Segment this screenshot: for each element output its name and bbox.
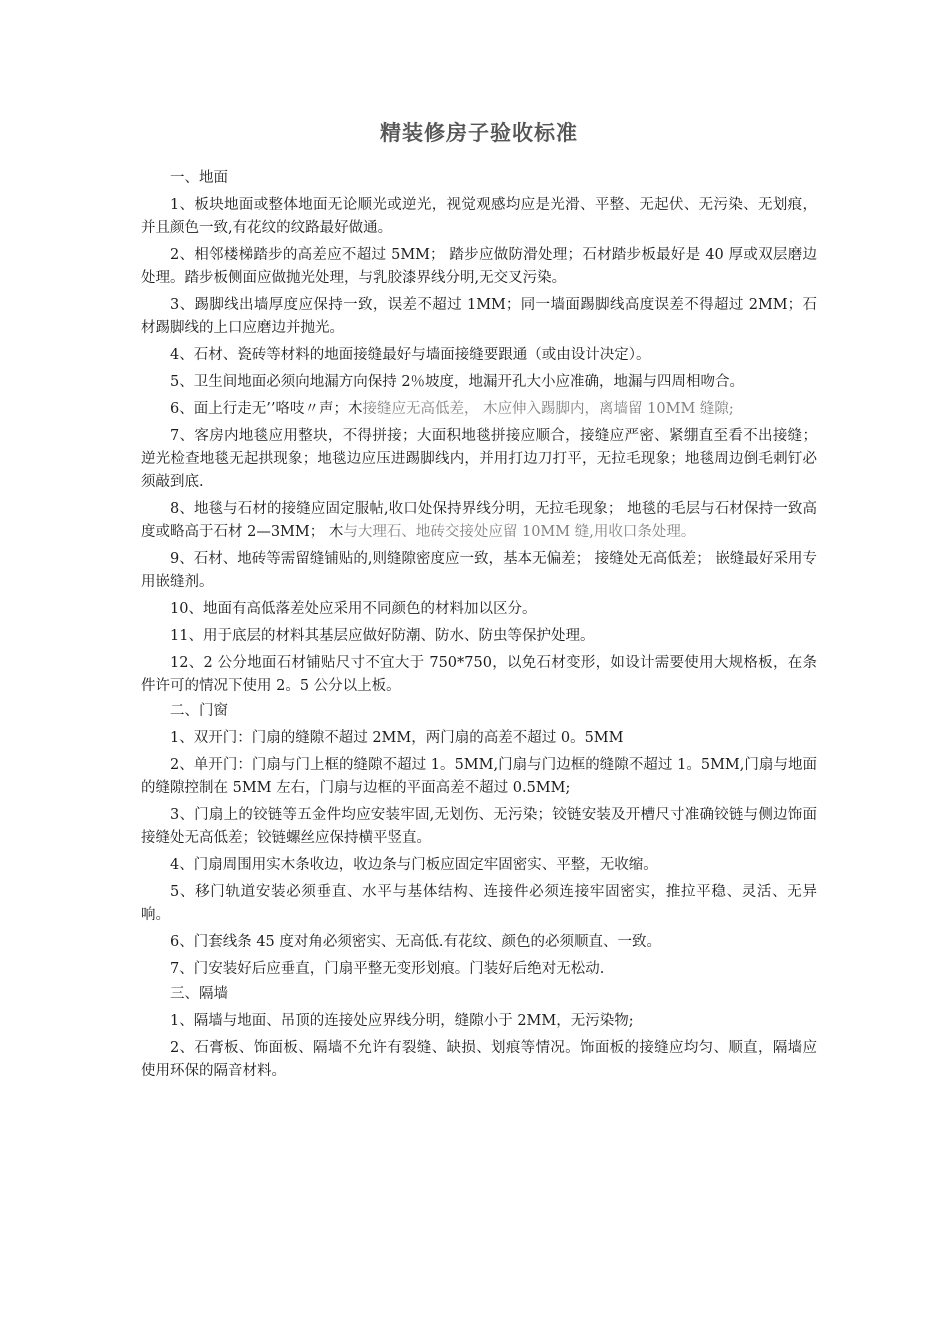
item-text: 2、单开门：门扇与门上框的缝隙不超过 1。5MM,门扇与门边框的缝隙不超过 1。5MM,门扇与地面的缝隙控制在 5MM 左右，门扇与边框的平面高差不超过 0.5MM;: [141, 757, 817, 796]
list-item: [141, 1037, 817, 1083]
list-item: [141, 804, 817, 850]
section-heading: 一、地面: [170, 170, 228, 186]
document-content: [141, 169, 817, 1083]
item-text: 7、门安装好后应垂直，门扇平整无变形划痕。门装好后绝对无松动.: [170, 961, 605, 977]
list-item: [141, 931, 817, 954]
item-text-gray: 接缝应无高低差， 木应伸入踢脚内，离墙留 10MM 缝隙;: [362, 401, 734, 417]
document-title: 精装修房子验收标准: [380, 120, 578, 145]
item-text-gray: 与大理石、地砖交接处应留 10MM 缝,用收口条处理。: [343, 524, 696, 540]
item-text: 6、门套线条 45 度对角必须密实、无高低.有花纹、颜色的必须顺直、一致。: [170, 934, 662, 950]
list-item: [141, 598, 817, 621]
list-item: [141, 727, 817, 750]
item-text: 12、2 公分地面石材铺贴尺寸不宜大于 750*750，以免石材变形，如设计需要使用大规格板，在条件许可的情况下使用 2。5 公分以上板。: [141, 655, 817, 694]
item-text: 2、石膏板、饰面板、隔墙不允许有裂缝、缺损、划痕等情况。饰面板的接缝应均匀、顺直，隔墙应使用环保的隔音材料。: [141, 1040, 817, 1079]
item-text: 2、相邻楼梯踏步的高差应不超过 5MM； 踏步应做防滑处理；石材踏步板最好是 40 厚或双层磨边处理。踏步板侧面应做抛光处理，与乳胶漆界线分明,无交叉污染。: [141, 247, 817, 286]
item-text: 10、地面有高低落差处应采用不同颜色的材料加以区分。: [170, 601, 537, 617]
list-item: [141, 344, 817, 367]
list-item: [141, 958, 817, 981]
section-heading: 三、隔墙: [170, 986, 228, 1002]
list-item: [141, 1010, 817, 1033]
list-item: [141, 652, 817, 698]
list-item: [141, 425, 817, 494]
item-text: 5、移门轨道安装必须垂直、水平与基体结构、连接件必须连接牢固密实，推拉平稳、灵活、无异响。: [141, 884, 817, 923]
list-item: [141, 754, 817, 800]
list-item: [141, 294, 817, 340]
item-text: 3、门扇上的铰链等五金件均应安装牢固,无划伤、无污染；铰链安装及开槽尺寸准确铰链与侧边饰面接缝处无高低差；铰链螺丝应保持横平竖直。: [141, 807, 817, 846]
item-text: 4、石材、瓷砖等材料的地面接缝最好与墙面接缝要跟通（或由设计决定）。: [170, 347, 651, 363]
list-item: [141, 244, 817, 290]
list-item: [141, 625, 817, 648]
list-item: [141, 371, 817, 394]
section-heading: 二、门窗: [170, 703, 228, 719]
item-text: 9、石材、地砖等需留缝铺贴的,则缝隙密度应一致，基本无偏差； 接缝处无高低差； 嵌缝最好采用专用嵌缝剂。: [141, 551, 817, 590]
item-text: 3、踢脚线出墙厚度应保持一致，误差不超过 1MM；同一墙面踢脚线高度误差不得超过 2MM；石材踢脚线的上口应磨边并抛光。: [141, 297, 817, 336]
list-item: [141, 398, 817, 421]
item-text: 1、双开门：门扇的缝隙不超过 2MM，两门扇的高差不超过 0。5MM: [170, 730, 624, 746]
item-text: 8、地毯与石材的接缝应固定服帖,收口处保持界线分明，无拉毛现象； 地毯的毛层与石材保持一致高度或略高于石材 2—3MM； 木: [141, 501, 817, 540]
list-item: [141, 548, 817, 594]
item-text: 7、客房内地毯应用整块，不得拼接；大面积地毯拼接应顺合，接缝应严密、紧绷直至看不出接缝；逆光检查地毯无起拱现象；地毯边应压进踢脚线内，并用打边刀打平，无拉毛现象；地毯周边倒毛刺钉必须敲到底.: [141, 428, 817, 490]
document-page: [141, 118, 817, 1087]
list-item: [141, 194, 817, 240]
item-text: 6、面上行走无’’咯吱〃声；木: [170, 401, 363, 417]
item-text: 11、用于底层的材料其基层应做好防潮、防水、防虫等保护处理。: [170, 628, 595, 644]
list-item: [141, 881, 817, 927]
item-text: 1、隔墙与地面、吊顶的连接处应界线分明，缝隙小于 2MM，无污染物;: [170, 1013, 634, 1029]
item-text: 4、门扇周围用实木条收边，收边条与门板应固定牢固密实、平整，无收缩。: [170, 857, 658, 873]
list-item: [141, 854, 817, 877]
list-item: [141, 498, 817, 544]
item-text: 5、卫生间地面必须向地漏方向保持 2％坡度，地漏开孔大小应准确，地漏与四周相吻合。: [170, 374, 745, 390]
item-text: 1、板块地面或整体地面无论顺光或逆光，视觉观感均应是光滑、平整、无起伏、无污染、无划痕，并且颜色一致,有花纹的纹路最好做通。: [141, 197, 817, 236]
